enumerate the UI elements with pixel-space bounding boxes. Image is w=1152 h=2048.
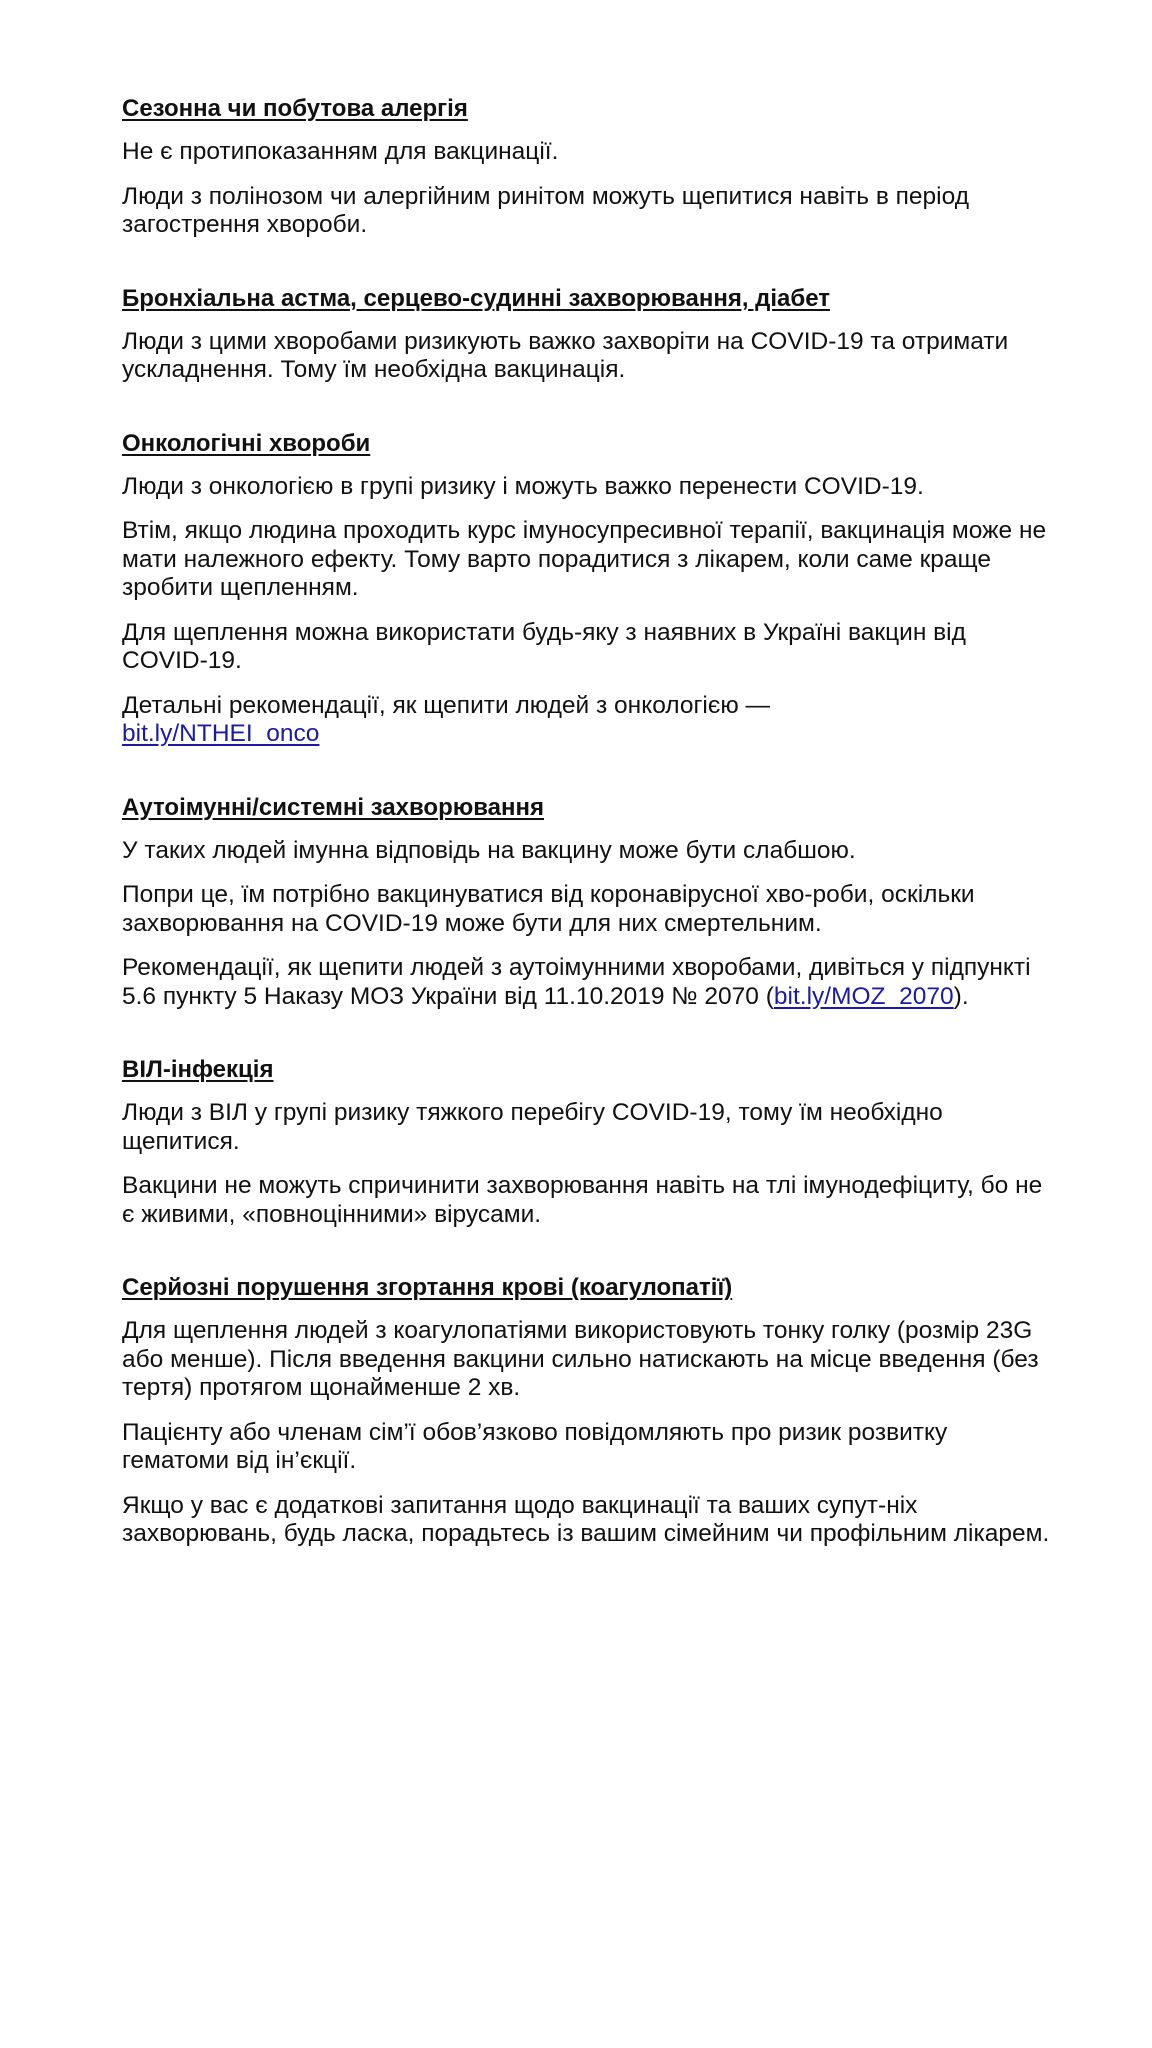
section-autoimmune (122, 793, 1052, 1012)
section-heading: Серйозні порушення згортання крові (коагулопатії) (122, 1274, 733, 1301)
section-asthma-cardio-diabetes (122, 284, 1052, 385)
section-hiv (122, 1055, 1052, 1229)
section-heading: Сезонна чи побутова алергія (122, 95, 468, 122)
section-heading: Онкологічні хвороби (122, 429, 371, 457)
section-coagulopathy (122, 1273, 1052, 1549)
paragraph-text: Рекомендації, як щепити людей з аутоімунними хворобами, дивіться у підпункті 5.6 пункту 5 Наказу МОЗ України від 11.10.2019 № 2070 ( (122, 954, 1031, 1010)
paragraph: Люди з цими хворобами ризикують важко захворіти на COVID-19 та отримати ускладнення. Тому їм необхідна вакцинація. (122, 327, 1009, 383)
paragraph-with-link (122, 692, 1052, 749)
paragraph: Попри це, їм потрібно вакцинуватися від коронавірусної хво-роби, оскільки захворювання на COVID-19 може бути для них смертельним. (122, 881, 975, 937)
section-heading: Аутоімунні/системні захворювання (122, 793, 545, 821)
paragraph: Люди з ВІЛ у групі ризику тяжкого перебігу COVID-19, тому їм необхідно щепитися. (122, 1099, 943, 1155)
paragraph: Люди з онкологією в групі ризику і можуть важко перенести COVID-19. (122, 472, 924, 500)
paragraph: Для щеплення людей з коагулопатіями використовують тонку голку (розмір 23G або менше). Після введення вакцини сильно натискають на місце введення (без тертя) протягом щонайменше 2 хв. (122, 1317, 1039, 1401)
paragraph: У таких людей імунна відповідь на вакцину може бути слабшою. (122, 836, 856, 864)
section-heading: ВІЛ-інфекція (122, 1056, 274, 1083)
moz-order-link[interactable]: bit.ly/MOZ_2070 (773, 982, 954, 1010)
paragraph-with-link (122, 954, 1052, 1011)
paragraph-text: ). (953, 982, 969, 1010)
section-heading: Бронхіальна астма, серцево-судинні захворювання, діабет (122, 284, 831, 312)
paragraph: Вакцини не можуть спричинити захворювання навіть на тлі імунодефіциту, бо не є живими, «повноцінними» вірусами. (122, 1172, 1043, 1228)
section-oncology (122, 429, 1052, 749)
paragraph-text: Детальні рекомендації, як щепити людей з онкологією — (122, 691, 771, 719)
paragraph: Люди з полінозом чи алергійним ринітом можуть щепитися навіть в період загострення хвороби. (122, 182, 969, 238)
section-allergy (122, 94, 1052, 240)
paragraph: Втім, якщо людина проходить курс імуносупресивної терапії, вакцинація може не мати належного ефекту. Тому варто порадитися з лікарем, коли саме краще зробити щепленням. (122, 517, 1047, 601)
oncology-recommendations-link[interactable]: bit.ly/NTHEI_onco (122, 720, 320, 747)
paragraph: Якщо у вас є додаткові запитання щодо вакцинації та ваших супут-ніх захворювань, будь ласка, порадьтесь із вашим сімейним чи профільним лікарем. (122, 1491, 1050, 1547)
paragraph: Пацієнту або членам сім’ї обов’язково повідомляють про ризик розвитку гематоми від ін’єкції. (122, 1418, 948, 1474)
paragraph: Не є протипоказанням для вакцинації. (122, 138, 559, 165)
document-page (122, 94, 1052, 1593)
paragraph: Для щеплення можна використати будь-яку з наявних в Україні вакцин від COVID-19. (122, 618, 966, 674)
